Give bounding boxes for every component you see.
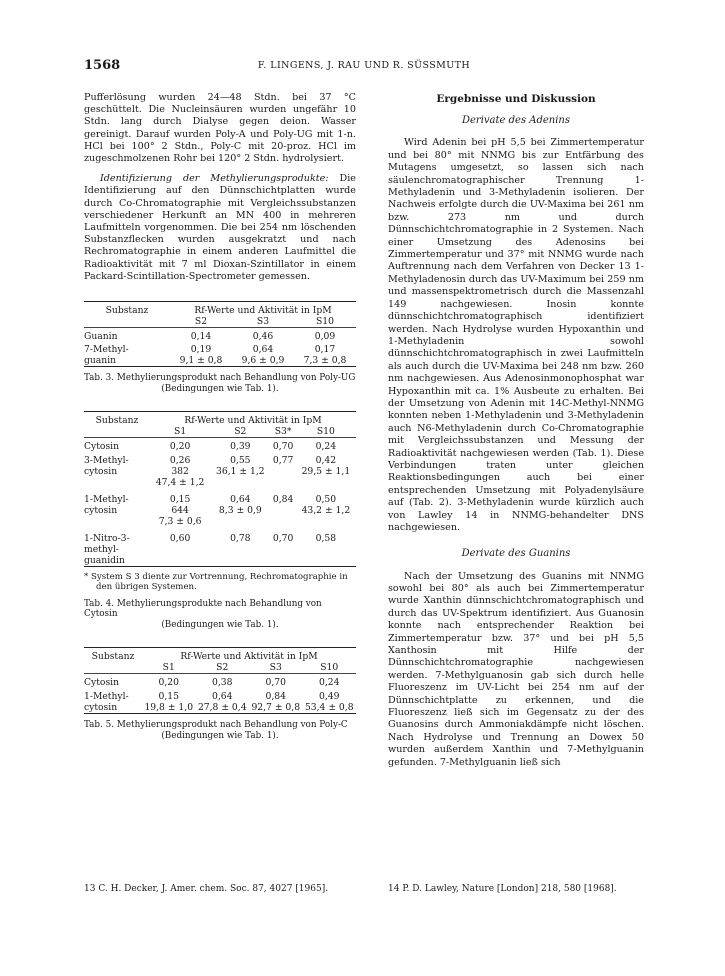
t5-cell: 0,20 (158, 677, 179, 689)
t4-cell: 47,4 ± 1,2 (155, 476, 205, 488)
t4-col-substanz: Substanz (95, 414, 139, 426)
t3-cell: 0,19 (190, 344, 212, 356)
identification-lead: Identifizierung der Methylierungsprodukte: (100, 173, 329, 185)
t3-cell: 0,64 (252, 344, 274, 356)
t5-cell: 27,8 ± 0,4 (197, 702, 247, 714)
page-header (84, 58, 644, 74)
t5-cell: 53,4 ± 0,8 (304, 702, 354, 714)
adenin-paragraph: Wird Adenin bei pH 5,5 bei Zimmertemperatur und bei 80° mit NNMG bis zur Entfärbung des Mutagens umgesetzt, so lassen sich nach säulenchromatographischer Trennung 1-Methyladenin und 3-Methyladenin isolieren. Der Nachweis erfolgte durch die UV-Maxima bei 261 nm bzw. 273 nm und durch Dünnschichtchromatographie in 2 Systemen. Nach einer Umsetzung des Adenosins bei Zimmertemperatur und 37° mit NNMG wurde nach Auftrennung nach dem Verfahren von Decker 13 1-Methyladenosin durch das UV-Maximum bei 259 nm und massenspektrometrisch durch die Massenzahl 149 nachgewiesen. Inosin konnte dünnschichtchromatographisch identifiziert werden. Nach Hydrolyse wurden Hypoxanthin und 1-Methyladenin sowohl dünnschichtchromatographisch in zwei Laufmitteln als auch durch die UV-Maxima bei 248 nm bzw. 260 nm nachgewiesen. Aus Adenosinmonophosphat war Hypoxanthin mit ca. 1% Ausbeute zu erhalten. Bei der Umsetzung von Adenin mit 14C-Methyl-NNMG konnten neben 1-Methyladenin und 3-Methyladenin auch N6-Methyladenin durch Co-Chromatographie mit Vergleichssubstanzen und Messung der Radioaktivität nachgewiesen werden (Tab. 1). Diese Verbindungen traten unter gleichen Reaktionsbedingungen auch bei einer entsprechenden Umsetzung mit Polyadenylsäure auf (Tab. 2). 3-Methyladenin wurde kürzlich auch von Lawley 14 in NNMG-behandelter DNS nachgewiesen. (388, 137, 644, 533)
t4-cell: 0,15 (169, 493, 191, 505)
t3-sub: S3 (256, 316, 270, 328)
t5-cell: 0,49 (319, 691, 340, 703)
t4-cell: 0,78 (230, 532, 251, 544)
t4-note-line: * System S 3 diente zur Vortrennung, Rechromatographie in (84, 571, 348, 582)
t5-sub: S10 (320, 662, 339, 674)
t5-sub: S3 (269, 662, 282, 674)
t4-cell: 382 (171, 465, 189, 477)
t4-note-line: den übrigen Systemen. (96, 582, 197, 593)
t4-cell: 36,1 ± 1,2 (216, 465, 265, 477)
subsection-guanin: Derivate des Guanins (461, 548, 571, 560)
t5-col-head: Rf-Werte und Aktivität in IpM (180, 651, 318, 663)
t5-caption (84, 720, 356, 742)
t3-sub: S10 (316, 316, 334, 328)
table-3 (84, 301, 356, 395)
t4-cell: 0,70 (272, 440, 294, 452)
right-column (388, 92, 644, 769)
t3-cell: 9,6 ± 0,9 (241, 355, 285, 367)
t4-sub: S10 (316, 425, 335, 437)
t4-col-head: Rf-Werte und Aktivität in IpM (184, 414, 322, 426)
t3-row-name: 7-Methyl- (84, 344, 129, 356)
method-paragraph: Pufferlösung wurden 24—48 Stdn. bei 37 °C geschüttelt. Die Nucleinsäuren wurden ungefähr 10 Stdn. lang durch Dialyse gegen deion. Wasser gereinigt. Darauf wurden Poly-A und Poly-UG mit 1-n. HCl bei 100° 2 Stdn., Poly-C mit 20-proz. HCl im zugeschmolzenen Rohr bei 120° 2 Stdn. hydrolysiert. (84, 92, 356, 165)
t4-cell: 7,3 ± 0,6 (158, 515, 202, 527)
t5-cell: 0,84 (265, 691, 286, 703)
t5-row-name: 1-Methyl- (84, 691, 129, 703)
t4-row-name: guanidin (84, 554, 125, 566)
t4-cell: 0,42 (315, 454, 337, 466)
t4-row-name: 1-Nitro-3- (84, 532, 130, 544)
t4-cell: 0,60 (169, 532, 191, 544)
t5-row-name: cytosin (84, 702, 118, 714)
t4-cell: 8,3 ± 0,9 (218, 504, 262, 516)
t3-row-name: Guanin (84, 331, 118, 343)
t5-cell: 0,70 (265, 677, 286, 689)
t5-col-substanz: Substanz (91, 651, 135, 663)
t4-cell: 43,2 ± 1,2 (301, 504, 351, 516)
t4-cell: 0,24 (315, 440, 337, 452)
page-number: 1568 (84, 58, 121, 73)
t5-caption-line: (Bedingungen wie Tab. 1). (161, 730, 279, 741)
t4-cell: 0,64 (230, 493, 251, 505)
t5-row-name: Cytosin (84, 677, 120, 689)
table-4 (84, 411, 356, 631)
running-title: F. LINGENS, J. RAU UND R. SÜSSMUTH (257, 60, 471, 71)
t3-sub: S2 (194, 316, 208, 328)
t4-cell: 0,55 (230, 454, 251, 466)
t3-cell: 0,17 (314, 344, 336, 356)
t4-sub: S2 (234, 425, 247, 437)
t4-caption (84, 599, 356, 631)
t5-cell: 19,8 ± 1,0 (144, 702, 194, 714)
t4-row-name: 1-Methyl- (84, 493, 129, 505)
t5-sub: S2 (216, 662, 229, 674)
t4-caption-line: (Bedingungen wie Tab. 1). (161, 620, 279, 631)
footnote-13: 13 C. H. Decker, J. Amer. chem. Soc. 87, 4027 [1965]. (84, 884, 329, 894)
t3-row-name: guanin (84, 355, 117, 367)
t4-cell: 0,26 (169, 454, 191, 466)
t5-cell: 0,38 (212, 677, 233, 689)
t3-cell: 9,1 ± 0,8 (179, 355, 223, 367)
identification-text: Die Identifizierung auf den Dünnschichtplatten wurde durch Co-Chromatographie mit Vergleichssubstanzen verschiedener Herkunft an MN 400 in mehreren Laufmitteln vorgenommen. Die bei 254 nm löschenden Substanzflecken wurden ausgekratzt und nach Rechromatographie in einem anderen Laufmittel die Radioaktivität mit 7 ml Dioxan-Szintillator in einem Packard-Scintillation-Spectrometer gemessen. (84, 173, 356, 282)
t3-cell: 0,46 (252, 331, 274, 343)
t3-caption (84, 373, 356, 395)
t4-cell: 0,39 (230, 440, 251, 452)
t4-cell: 0,70 (272, 532, 294, 544)
t3-cell: 0,09 (314, 331, 336, 343)
t4-cell: 644 (171, 504, 189, 516)
t4-row-name: cytosin (84, 504, 118, 516)
t3-caption-line: Tab. 3. Methylierungsprodukt nach Behandlung von Poly-UG (84, 373, 356, 384)
subsection-adenin: Derivate des Adenins (461, 115, 571, 127)
t4-cell: 0,77 (272, 454, 294, 466)
left-column (84, 92, 356, 742)
t4-cell: 0,84 (272, 493, 294, 505)
t5-cell: 92,7 ± 0,8 (251, 702, 301, 714)
table-5 (84, 647, 356, 742)
t4-cell: 0,58 (315, 532, 337, 544)
identification-paragraph (84, 173, 356, 283)
t4-row-name: Cytosin (84, 440, 120, 452)
t5-caption-line: Tab. 5. Methylierungsprodukt nach Behandlung von Poly-C (84, 720, 348, 731)
t4-cell: 29,5 ± 1,1 (301, 465, 351, 477)
t4-caption-line: Tab. 4. Methylierungsprodukte nach Behandlung von Cytosin (84, 598, 322, 620)
t3-col-substanz: Substanz (105, 305, 149, 317)
t3-col-head: Rf-Werte und Aktivität in IpM (194, 305, 332, 317)
t3-cell: 7,3 ± 0,8 (303, 355, 347, 367)
t3-caption-line: (Bedingungen wie Tab. 1). (161, 383, 279, 394)
t4-sub: S3* (274, 425, 292, 437)
t4-row-name: methyl- (84, 543, 119, 555)
t5-cell: 0,64 (212, 691, 233, 703)
footnote-14: 14 P. D. Lawley, Nature [London] 218, 580 [1968]. (388, 884, 617, 894)
t4-row-name: 3-Methyl- (84, 454, 129, 466)
t4-cell: 0,20 (169, 440, 191, 452)
t4-cell: 0,50 (315, 493, 337, 505)
guanin-paragraph: Nach der Umsetzung des Guanins mit NNMG sowohl bei 80° als auch bei Zimmertemperatur wurde Xanthin dünnschichtchromatographisch und durch das UV-Spektrum identifiziert. Aus Guanosin konnte nach entsprechender Reaktion bei Zimmertemperatur bzw. 37° und bei pH 5,5 Xanthosin mit Hilfe der Dünnschichtchromatographie nachgewiesen werden. 7-Methylguanosin gab sich durch helle Fluoreszenz im UV-Licht bei 254 nm auf der Dünnschichtplatte zu erkennen, und die Fluoreszenz ließ sich im Gegensatz zu der des Guanosins durch Ammoniakdämpfe nicht löschen. Nach Hydrolyse und Trennung an Dowex 50 wurden außerdem Xanthin und 7-Methylguanin gefunden. 7-Methylguanin ließ sich (388, 570, 644, 768)
t4-note (84, 572, 356, 593)
t5-sub: S1 (162, 662, 175, 674)
t5-cell: 0,15 (158, 691, 179, 703)
section-heading: Ergebnisse und Diskussion (436, 93, 596, 105)
t5-cell: 0,24 (319, 677, 340, 689)
t4-row-name: cytosin (84, 465, 118, 477)
t3-cell: 0,14 (190, 331, 212, 343)
t4-sub: S1 (174, 425, 187, 437)
